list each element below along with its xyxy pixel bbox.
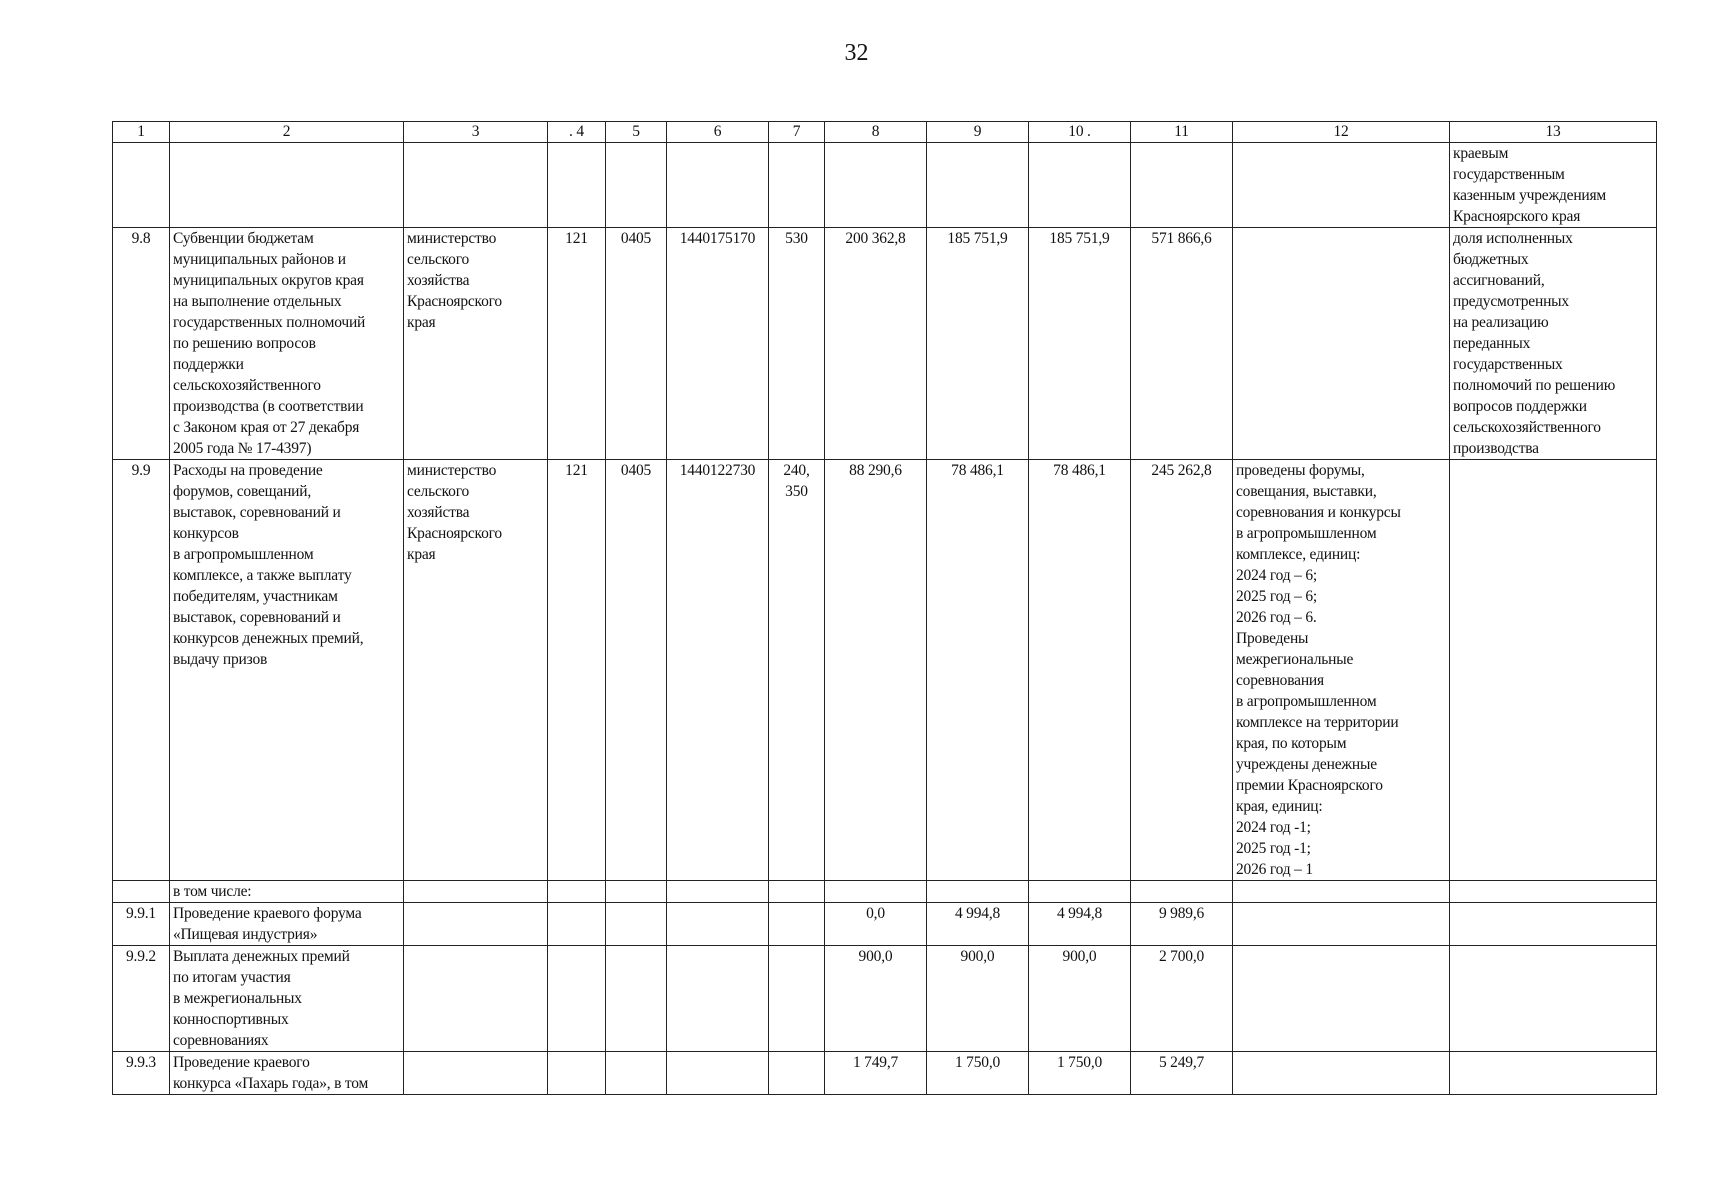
executor: министерство сельского хозяйства Красноярского края — [404, 228, 548, 460]
amount-2024: 900,0 — [825, 946, 927, 1052]
header-cell: 13 — [1450, 122, 1657, 143]
header-cell: 3 — [404, 122, 548, 143]
table-cell — [170, 143, 404, 228]
row-number: 9.9 — [113, 460, 170, 881]
header-cell: . 4 — [548, 122, 606, 143]
table-cell — [548, 143, 606, 228]
header-cell: 5 — [606, 122, 667, 143]
table-cell — [606, 903, 667, 946]
table-cell — [769, 143, 825, 228]
table-cell — [769, 903, 825, 946]
table-cell — [769, 881, 825, 903]
amount-2024: 200 362,8 — [825, 228, 927, 460]
row-number: 9.8 — [113, 228, 170, 460]
header-cell: 9 — [927, 122, 1029, 143]
table-cell — [606, 881, 667, 903]
amount-2024: 0,0 — [825, 903, 927, 946]
table-cell — [667, 143, 769, 228]
table-row — [113, 946, 1657, 1052]
table-cell — [1233, 1052, 1450, 1095]
table-cell — [1233, 946, 1450, 1052]
header-row — [113, 122, 1657, 143]
amount-2025: 185 751,9 — [927, 228, 1029, 460]
table-cell — [769, 946, 825, 1052]
grbs-code: 121 — [548, 228, 606, 460]
table-cell — [404, 1052, 548, 1095]
table-cell — [1131, 881, 1233, 903]
expense-type-code: 240, 350 — [769, 460, 825, 881]
indicator-cell: краевым государственным казенным учреждениям Красноярского края — [1450, 143, 1657, 228]
executor: министерство сельского хозяйства Красноярского края — [404, 460, 548, 881]
table-cell — [927, 881, 1029, 903]
amount-total: 245 262,8 — [1131, 460, 1233, 881]
including-label: в том числе: — [170, 881, 404, 903]
table-cell — [825, 881, 927, 903]
amount-2025: 78 486,1 — [927, 460, 1029, 881]
amount-2026: 1 750,0 — [1029, 1052, 1131, 1095]
section-code: 0405 — [606, 460, 667, 881]
amount-total: 5 249,7 — [1131, 1052, 1233, 1095]
amount-total: 2 700,0 — [1131, 946, 1233, 1052]
row-number: 9.9.3 — [113, 1052, 170, 1095]
continuation-row — [113, 143, 1657, 228]
table-cell — [548, 881, 606, 903]
expected-result: проведены форумы, совещания, выставки, соревнования и конкурсы в агропромышленном комплексе, единиц: 2024 год – 6; 2025 год – 6; 2026 год – 6. Проведены межрегиональные соревнования в агропромышленном комплексе на территории края, по которым учреждены денежные премии Красноярского края, единиц: 2024 год -1; 2025 год -1; 2026 год – 1 — [1233, 460, 1450, 881]
table-cell — [769, 1052, 825, 1095]
item-name: Расходы на проведение форумов, совещаний, выставок, соревнований и конкурсов в агропромышленном комплексе, а также выплату победителям, участникам выставок, соревнований и конкурсов денежных премий, выдачу призов — [170, 460, 404, 881]
amount-2026: 4 994,8 — [1029, 903, 1131, 946]
table-cell — [548, 946, 606, 1052]
item-name: Проведение краевого форума «Пищевая индустрия» — [170, 903, 404, 946]
indicator-cell — [1450, 460, 1657, 881]
table-cell — [1029, 143, 1131, 228]
table-cell — [1233, 881, 1450, 903]
row-number: 9.9.1 — [113, 903, 170, 946]
table-cell — [927, 143, 1029, 228]
amount-2024: 1 749,7 — [825, 1052, 927, 1095]
table-cell — [667, 1052, 769, 1095]
header-cell: 8 — [825, 122, 927, 143]
header-cell: 11 — [1131, 122, 1233, 143]
table-row — [113, 903, 1657, 946]
table-cell — [1029, 881, 1131, 903]
item-name: Проведение краевого конкурса «Пахарь года», в том — [170, 1052, 404, 1095]
budget-table — [112, 121, 1657, 1095]
amount-total: 571 866,6 — [1131, 228, 1233, 460]
item-name: Субвенции бюджетам муниципальных районов и муниципальных округов края на выполнение отдельных государственных полномочий по решению вопросов поддержки сельскохозяйственного производства (в соответствии с Законом края от 27 декабря 2005 года № 17-4397) — [170, 228, 404, 460]
amount-2025: 1 750,0 — [927, 1052, 1029, 1095]
table-cell — [1450, 1052, 1657, 1095]
item-name: Выплата денежных премий по итогам участия в межрегиональных конноспортивных соревнованиях — [170, 946, 404, 1052]
table-cell — [825, 143, 927, 228]
amount-2025: 4 994,8 — [927, 903, 1029, 946]
table-cell — [606, 143, 667, 228]
header-cell: 1 — [113, 122, 170, 143]
amount-2024: 88 290,6 — [825, 460, 927, 881]
page-number: 32 — [844, 40, 869, 66]
table-cell — [404, 143, 548, 228]
amount-2026: 78 486,1 — [1029, 460, 1131, 881]
table-cell — [1450, 946, 1657, 1052]
target-code: 1440175170 — [667, 228, 769, 460]
table-cell — [548, 1052, 606, 1095]
header-cell: 2 — [170, 122, 404, 143]
table-row — [113, 460, 1657, 881]
including-row — [113, 881, 1657, 903]
table-cell — [548, 903, 606, 946]
target-code: 1440122730 — [667, 460, 769, 881]
amount-2026: 900,0 — [1029, 946, 1131, 1052]
table-row — [113, 1052, 1657, 1095]
table-cell — [1450, 903, 1657, 946]
table-cell — [404, 946, 548, 1052]
section-code: 0405 — [606, 228, 667, 460]
table-cell — [606, 1052, 667, 1095]
amount-2026: 185 751,9 — [1029, 228, 1131, 460]
table-cell — [113, 881, 170, 903]
table-cell — [667, 881, 769, 903]
table-cell — [1450, 881, 1657, 903]
expected-result — [1233, 228, 1450, 460]
header-cell: 12 — [1233, 122, 1450, 143]
amount-total: 9 989,6 — [1131, 903, 1233, 946]
table-cell — [1233, 903, 1450, 946]
table-cell — [1131, 143, 1233, 228]
table-row — [113, 228, 1657, 460]
header-cell: 7 — [769, 122, 825, 143]
header-cell: 6 — [667, 122, 769, 143]
header-cell: 10 . — [1029, 122, 1131, 143]
grbs-code: 121 — [548, 460, 606, 881]
table-cell — [404, 881, 548, 903]
table-cell — [667, 903, 769, 946]
table-cell — [667, 946, 769, 1052]
indicator-cell: доля исполненных бюджетных ассигнований, предусмотренных на реализацию переданных государственных полномочий по решению вопросов поддержки сельскохозяйственного производства — [1450, 228, 1657, 460]
table-cell — [404, 903, 548, 946]
table-cell — [1233, 143, 1450, 228]
table-cell — [606, 946, 667, 1052]
amount-2025: 900,0 — [927, 946, 1029, 1052]
table-cell — [113, 143, 170, 228]
expense-type-code: 530 — [769, 228, 825, 460]
row-number: 9.9.2 — [113, 946, 170, 1052]
